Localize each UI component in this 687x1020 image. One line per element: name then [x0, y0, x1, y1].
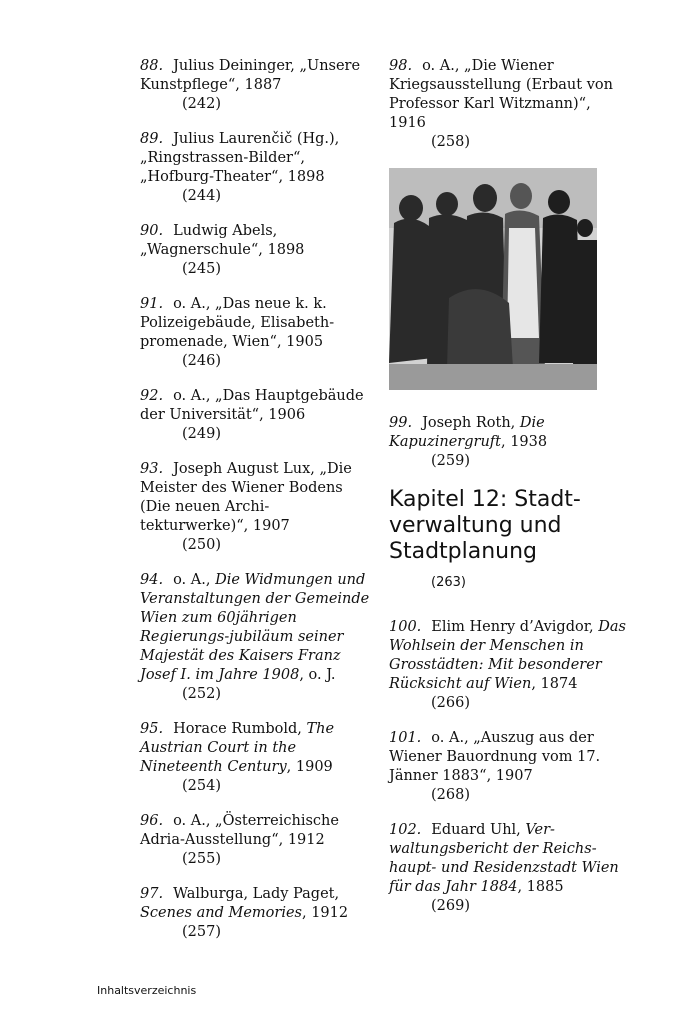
toc-entry [140, 222, 370, 279]
entry-page: (266) [431, 695, 470, 711]
entry-title: Die Widmungen und Veranstaltungen der Gemeinde Wien zum 60jährigen Regierungs-jubiläum seiner Majestät des Kaisers Franz Josef I. im Jahre 1908 [140, 572, 370, 683]
entry-text: Elim Henry d’Avigdor, [431, 619, 599, 635]
right-mid-entries [389, 414, 629, 471]
toc-entry [140, 812, 370, 869]
right-bottom-entries [389, 618, 629, 916]
entry-page: (269) [431, 898, 470, 914]
entry-text: Horace Rumbold, [173, 721, 307, 737]
entry-number: 99. [389, 415, 413, 431]
entry-title: Scenes and Memories [140, 905, 302, 921]
toc-entry [389, 57, 629, 152]
entry-text: o. A., [173, 572, 216, 588]
entry-page: (245) [182, 261, 221, 277]
entry-title: The Austrian Court in the Nineteenth Century [140, 721, 335, 775]
toc-entry [140, 57, 370, 114]
entry-number: 100. [389, 619, 422, 635]
entry-number: 101. [389, 730, 422, 746]
entry-text: Julius Deininger, „Unsere Kunstpflege“, 1887 [140, 58, 361, 93]
entry-number: 97. [140, 886, 164, 902]
chapter-page-number: (263) [431, 575, 466, 590]
entry-number: 102. [389, 822, 422, 838]
entry-title: Das Wohlsein der Menschen in Grosstädten: Mit besonderer Rücksicht auf Wien [389, 619, 626, 692]
entry-text: o. A., „Auszug aus der Wiener Bauordnung vom 17. Jänner 1883“, 1907 [389, 730, 601, 784]
entry-page: (250) [182, 537, 221, 553]
entry-text: Joseph Roth, [422, 415, 520, 431]
entry-number: 88. [140, 58, 164, 74]
entry-page: (268) [431, 787, 470, 803]
entry-text: o. A., „Österreichische Adria-Ausstellung“, 1912 [140, 813, 339, 848]
entry-title: Ver-waltungsbericht der Reichs-haupt- und Residenzstadt Wien für das Jahr 1884 [389, 822, 619, 895]
entry-year: , 1938 [500, 434, 548, 450]
entry-text: o. A., „Das neue k. k. Polizeigebäude, Elisabeth-promenade, Wien“, 1905 [140, 296, 335, 350]
entry-page: (242) [182, 96, 221, 112]
entry-text: Julius Laurenčič (Hg.), „Ringstrassen-Bilder“, „Hofburg-Theater“, 1898 [140, 131, 340, 185]
entry-page: (254) [182, 778, 221, 794]
right-column [389, 57, 629, 932]
crowd-photo-icon [389, 168, 597, 390]
toc-entry [140, 571, 370, 704]
entry-page: (246) [182, 353, 221, 369]
entry-number: 96. [140, 813, 164, 829]
toc-entry [140, 885, 370, 942]
entry-number: 89. [140, 131, 164, 147]
toc-entry [389, 821, 629, 916]
toc-entry [389, 414, 629, 471]
entry-year: , 1874 [531, 676, 578, 692]
chapter-heading: Kapitel 12: Stadt-verwaltung und Stadtplanung [389, 487, 581, 564]
entry-text: Ludwig Abels, „Wagnerschule“, 1898 [140, 223, 305, 258]
entry-page: (258) [431, 134, 470, 150]
entry-number: 91. [140, 296, 164, 312]
entry-title: Die Kapuzinergruft [389, 415, 545, 450]
entry-page: (257) [182, 924, 221, 940]
entry-number: 94. [140, 572, 164, 588]
entry-number: 90. [140, 223, 164, 239]
entry-page: (259) [431, 453, 470, 469]
entry-page: (252) [182, 686, 221, 702]
entry-number: 95. [140, 721, 164, 737]
entry-year: , 1909 [286, 759, 333, 775]
toc-entry [140, 130, 370, 206]
entry-number: 93. [140, 461, 164, 477]
entry-page: (255) [182, 851, 221, 867]
left-column [140, 57, 370, 958]
entry-text: Eduard Uhl, [431, 822, 526, 838]
entry-year: , o. J. [299, 667, 336, 683]
entry-text: Joseph August Lux, „Die Meister des Wiener Bodens (Die neuen Archi-tekturwerke)“, 1907 [140, 461, 352, 534]
entry-year: , 1912 [301, 905, 349, 921]
toc-entry [389, 618, 629, 713]
crowd-photo-figure [389, 168, 597, 390]
right-top-entries [389, 57, 629, 152]
entry-page: (244) [182, 188, 221, 204]
entry-number: 98. [389, 58, 413, 74]
entry-year: , 1885 [517, 879, 564, 895]
toc-entry [389, 729, 629, 805]
toc-entry [140, 460, 370, 555]
entry-number: 92. [140, 388, 164, 404]
entry-text: Walburga, Lady Paget, [173, 886, 340, 902]
toc-entry [140, 387, 370, 444]
entry-text: o. A., „Das Hauptgebäude der Universität“, 1906 [140, 388, 364, 423]
entry-page: (249) [182, 426, 221, 442]
footer-label: Inhaltsverzeichnis [97, 984, 197, 997]
toc-entry [140, 720, 370, 796]
toc-entry [140, 295, 370, 371]
entry-text: o. A., „Die Wiener Kriegsausstellung (Erbaut von Professor Karl Witzmann)“, 1916 [389, 58, 613, 131]
